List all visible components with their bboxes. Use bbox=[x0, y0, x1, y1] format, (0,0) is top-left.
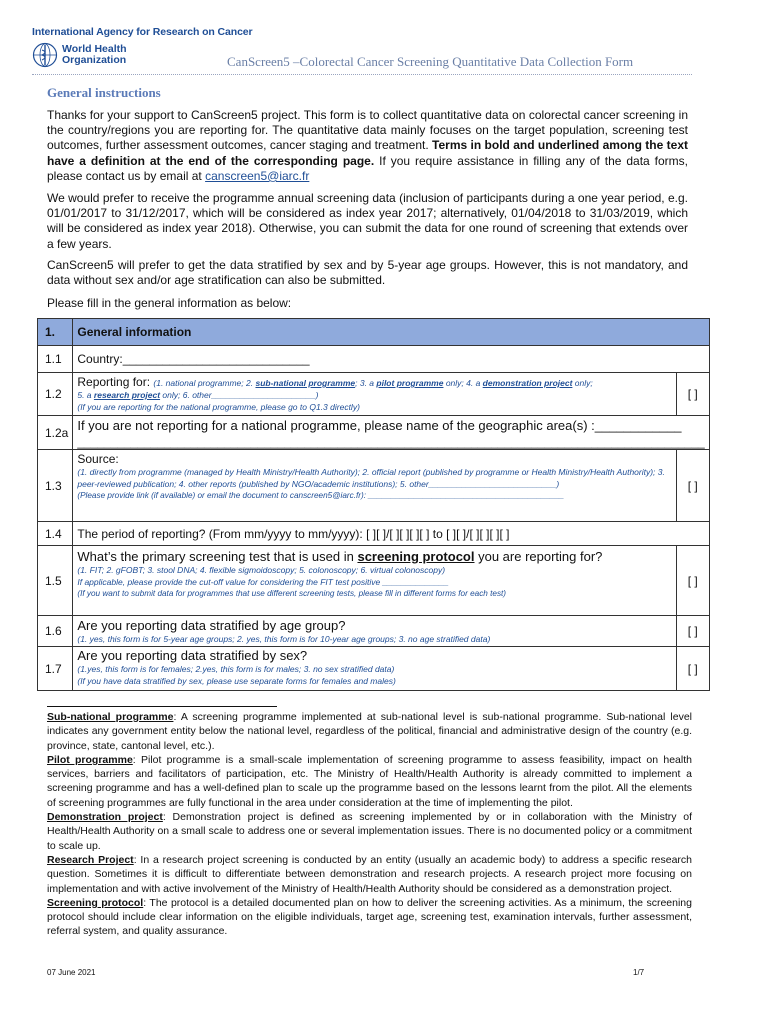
table-row-source: 1.3 Source: (1. directly from programme (managed by Health Ministry/Health Authority); 2. official report (published by programme or Health Ministry/Health Authority); 3. peer-reviewed publication; 4. other reports (published by NGO/academic institutions); 5. other___________________________) (Please provide link (if available) or email the document to canscreen5@iarc.fr): ___________________________________________ [ ] bbox=[38, 450, 710, 522]
geographic-area-field[interactable]: If you are not reporting for a national programme, please name of the geographic area(s) :____________ bbox=[77, 418, 682, 433]
screening-test-answer-box[interactable]: [ ] bbox=[676, 546, 709, 616]
contact-email-link[interactable]: canscreen5@iarc.fr bbox=[205, 168, 310, 183]
table-row-reporting-for: 1.2 Reporting for: (1. national programme; 2. sub-national programme; 3. a pilot programme only; 4. a demonstration project only; 5. a research project only; 6. other______________________) (If you are reporting for the national programme, please go to Q1.3 directly) [ ] bbox=[38, 373, 710, 416]
who-name: World Health Organization bbox=[62, 43, 127, 66]
annual-data-paragraph: We would prefer to receive the programme annual screening data (inclusion of participants during a one year period, e.g. 01/01/2017 to 31/12/2017, which will be considered as index year 2017; alternatively, 01/04/2018 to 31/03/2019, which will be considered as index year 2018). Otherwise, you can submit the data for one round of screening that extends over a few years. bbox=[47, 191, 688, 251]
table-row-geographic-area: 1.2a If you are not reporting for a national programme, please name of the geographic area(s) :____________ ______________________________________________________________________________________________ bbox=[38, 416, 710, 450]
source-answer-box[interactable]: [ ] bbox=[676, 450, 709, 522]
table-header-row: 1. General information bbox=[38, 319, 710, 346]
page-number: 1/7 bbox=[633, 968, 645, 977]
definition-screening-protocol: Screening protocol: The protocol is a detailed documented plan on how to deliver the screening activities. As a minimum, the screening protocol should include clear information on the eligible individuals, target age, screening test, examination intervals, further assessment, referral system, and quality assurance. bbox=[47, 896, 692, 938]
table-row-screening-test: 1.5 What’s the primary screening test that is used in screening protocol you are reporting for? (1. FIT; 2. gFOBT; 3. stool DNA; 4. flexible sigmoidoscopy; 5. colonoscopy; 6. virtual colonoscopy) If applicable, please provide the cut-off value for considering the FIT test positive ______________ (If you want to submit data for programmes that use different screening tests, please fill in different forms for each test) [ ] bbox=[38, 546, 710, 616]
table-row-country: 1.1 Country:____________________________ bbox=[38, 346, 710, 373]
source-link-field[interactable]: (Please provide link (if available) or email the document to canscreen5@iarc.fr): ___________________________________________ bbox=[77, 491, 565, 500]
age-stratified-answer-box[interactable]: [ ] bbox=[676, 616, 709, 647]
stratification-paragraph: CanScreen5 will prefer to get the data stratified by sex and by 5-year age groups. However, this is not mandatory, and data without sex and/or age stratification can also be submitted. bbox=[47, 258, 688, 288]
reporting-period-field[interactable]: The period of reporting? (From mm/yyyy to mm/yyyy): [ ][ ]/[ ][ ][ ][ ] to [ ][ ]/[ ][ ][ ][ ] bbox=[73, 522, 709, 546]
definition-research: Research Project: In a research project screening is conducted by an entity (usually an academic body) to address a specific research question. Sometimes it is difficult to differentiate between demonstration and research projects. A research project more focusing on implementation and with active involvement of the Ministry of Health/Health Authority should be considered as a demonstration project. bbox=[47, 853, 693, 895]
definition-pilot: Pilot programme: Pilot programme is a small-scale implementation of screening programme to assess feasibility, impact on health services, barriers and facilitators of participation, etc. The Ministry of Health/Health Authority is already committed to implement a screening programme and has a well-defined plan to scale up the programme based on the lessons learnt from the pilot. All the elements of screening programmes are fully functional in the area under consideration at the time of implementing the pilot. bbox=[47, 753, 692, 809]
definitions bbox=[47, 710, 692, 939]
footnote-divider bbox=[47, 706, 277, 707]
section-title: General instructions bbox=[47, 85, 161, 100]
definition-sub-national: Sub-national programme: A screening programme implemented at sub-national level is sub-national programme. Sub-national level indicates any government entity below the national level, regardless of the political, financial and administrative design of the country (e.g. province, state, cantonal level, etc.). bbox=[47, 711, 692, 752]
table-row-sex-stratified: 1.7 Are you reporting data stratified by sex? (1.yes, this form is for females; 2.yes, this form is for males; 3. no sex stratified data) (If you have data stratified by sex, please use separate forms for females and males) [ ] bbox=[38, 647, 710, 691]
definition-demonstration: Demonstration project: Demonstration project is defined as screening implemented by or in collaboration with the Ministry of Health/Health Authority on a small scale to address one or several implementation issues. There is no documented policy or a commitment to scale up. bbox=[47, 811, 693, 852]
who-emblem-icon bbox=[32, 42, 58, 68]
country-field[interactable]: Country:____________________________ bbox=[73, 346, 709, 373]
reporting-for-answer-box[interactable]: [ ] bbox=[676, 373, 709, 416]
general-information-table bbox=[37, 318, 710, 691]
fit-cutoff-field[interactable]: If applicable, please provide the cut-off value for considering the FIT test positive ______________ bbox=[77, 577, 449, 587]
iarc-logo-text: International Agency for Research on Cancer bbox=[32, 26, 253, 38]
sex-stratified-answer-box[interactable]: [ ] bbox=[676, 647, 709, 691]
header-divider bbox=[32, 74, 692, 75]
bold-notice: Terms in bold and underlined among the text have a definition at the end of the corresponding page. bbox=[47, 138, 689, 168]
table-row-age-stratified: 1.6 Are you reporting data stratified by age group? (1. yes, this form is for 5-year age groups; 2. yes, this form is for 10-year age groups; 3. no age stratified data) [ ] bbox=[38, 616, 710, 647]
page-header bbox=[32, 26, 692, 76]
table-header-label: General information bbox=[73, 319, 709, 346]
form-title: CanScreen5 –Colorectal Cancer Screening Quantitative Data Collection Form bbox=[227, 54, 634, 69]
screening-protocol-term: screening protocol bbox=[357, 549, 475, 564]
intro-paragraph: Thanks for your support to CanScreen5 project. This form is to collect quantitative data on colorectal cancer screening in the country/regions you are reporting for. The quantitative data mainly focuses on the target population, screening test outcomes, further assessment outcomes, cancer staging and treatment. Terms in bold and underlined among the text have a definition at the end of the corresponding page. If you require assistance in filling any of the data forms, please contact us by email at canscreen5@iarc.fr bbox=[47, 108, 689, 183]
footer-date: 07 June 2021 bbox=[47, 968, 96, 977]
table-row-period: 1.4 The period of reporting? (From mm/yyyy to mm/yyyy): [ ][ ]/[ ][ ][ ][ ] to [ ][ ]/[ ][ ][ ][ ] bbox=[38, 522, 710, 546]
fill-instruction: Please fill in the general information as below: bbox=[47, 296, 292, 310]
